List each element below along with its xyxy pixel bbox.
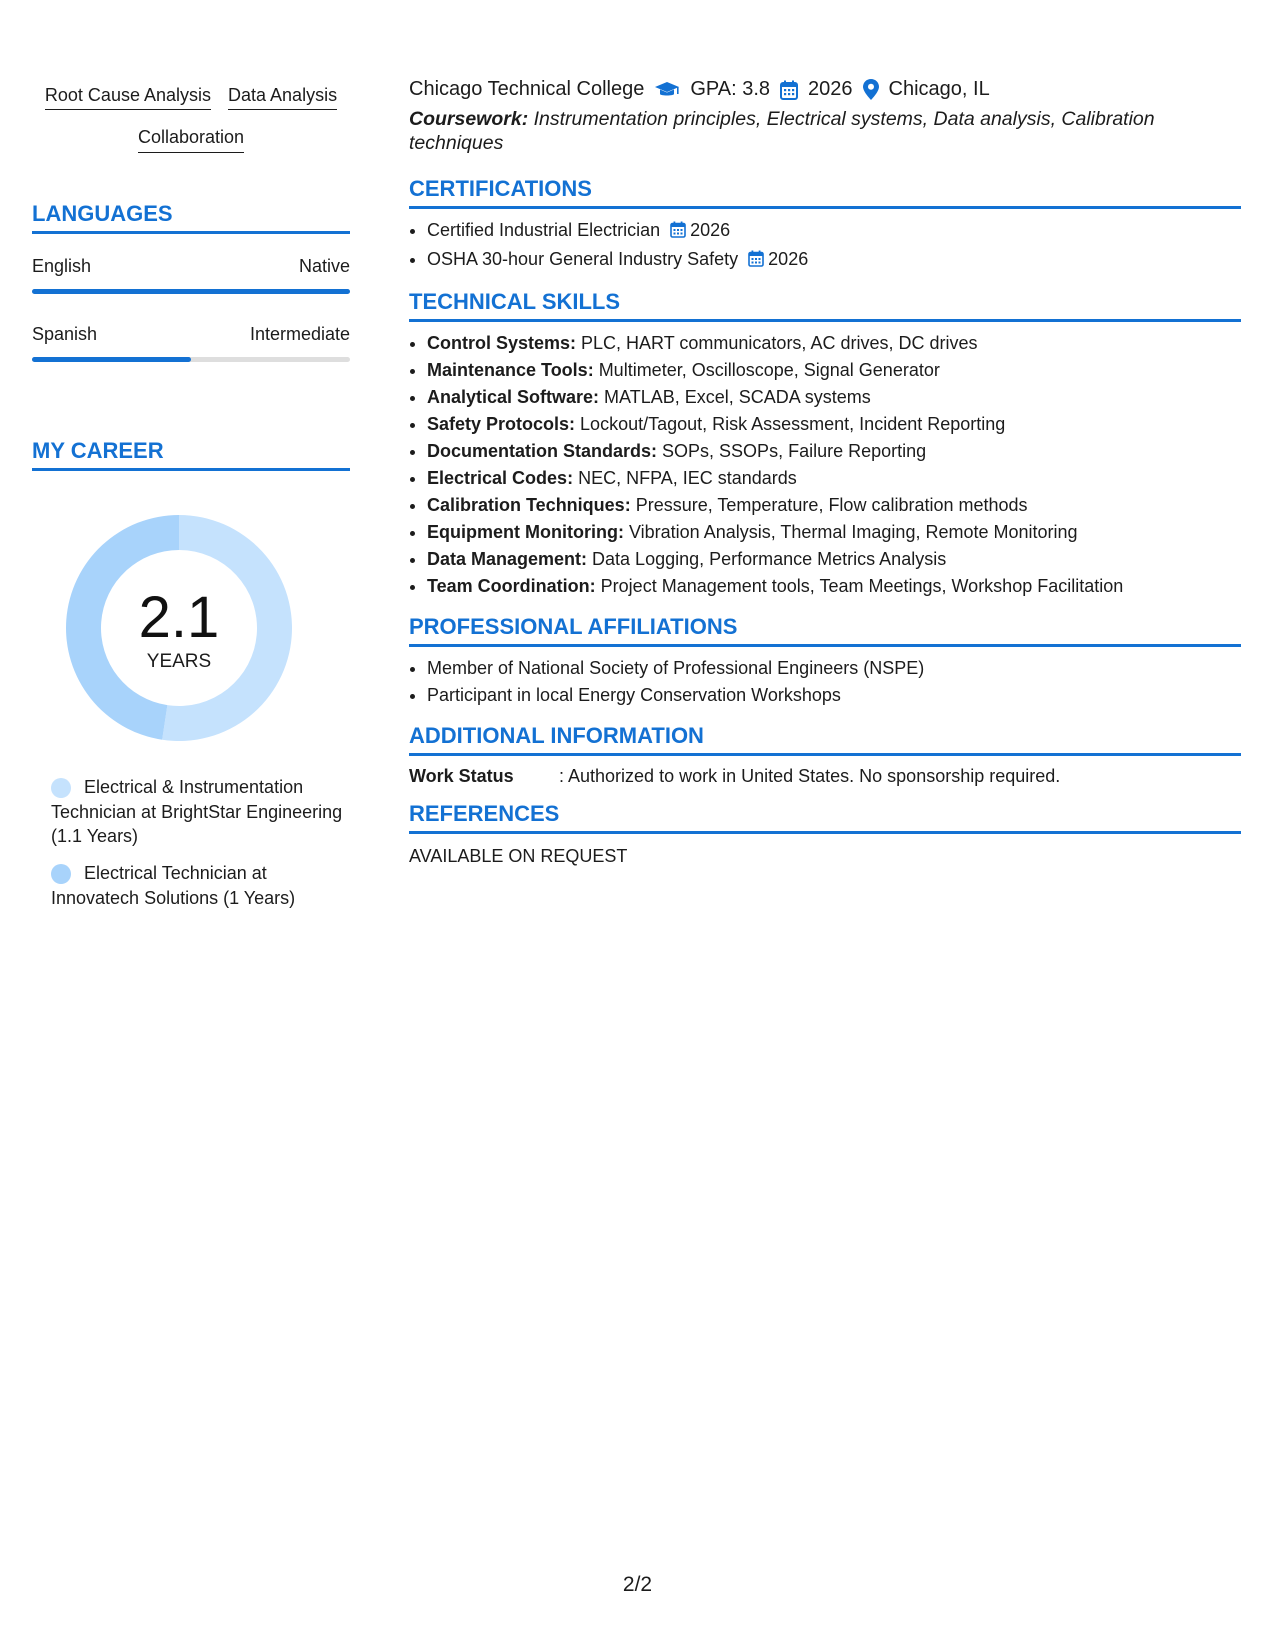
- language-level: Native: [298, 255, 350, 276]
- calendar-icon: [780, 80, 798, 100]
- technical-skill-item: [427, 438, 1241, 465]
- affiliations-heading: PROFESSIONAL AFFILIATIONS: [409, 614, 1241, 647]
- technical-skill-value: MATLAB, Excel, SCADA systems: [599, 386, 871, 407]
- skill-tag: Data Analysis: [228, 84, 337, 110]
- career-item: [51, 861, 350, 911]
- skill-tag: Root Cause Analysis: [45, 84, 211, 110]
- language-name: Spanish: [32, 323, 98, 344]
- technical-skill-label: Team Coordination:: [427, 575, 596, 596]
- career-total: 2.1: [138, 584, 220, 650]
- technical-skill-value: Vibration Analysis, Thermal Imaging, Remote Monitoring: [623, 521, 1078, 542]
- technical-skill-item: [427, 546, 1241, 573]
- language-bar: [32, 357, 350, 362]
- additional-info-section: [409, 723, 1241, 787]
- technical-skills-section: [409, 289, 1241, 600]
- language-name: English: [32, 255, 92, 276]
- certification-name: OSHA 30-hour General Industry Safety: [427, 248, 739, 269]
- references-text: AVAILABLE ON REQUEST: [409, 845, 628, 866]
- technical-skill-label: Calibration Techniques:: [427, 494, 631, 515]
- certification-year: 2026: [690, 219, 731, 240]
- career-item: [51, 775, 350, 849]
- technical-skill-value: Pressure, Temperature, Flow calibration methods: [630, 494, 1028, 515]
- affiliation-item: • Participant in local Energy Conservation Workshops: [427, 682, 1241, 709]
- technical-skill-value: PLC, HART communicators, AC drives, DC drives: [576, 332, 978, 353]
- school-name: Chicago Technical College: [409, 78, 645, 100]
- languages-heading: LANGUAGES: [32, 201, 350, 234]
- technical-skills-heading: TECHNICAL SKILLS: [409, 289, 1241, 322]
- technical-skill-item: [427, 492, 1241, 519]
- language-bar-fill: [32, 289, 350, 294]
- career-heading: MY CAREER: [32, 438, 350, 471]
- career-legend-dot: [51, 778, 71, 798]
- calendar-icon: [748, 248, 764, 275]
- career-donut: [64, 513, 294, 743]
- technical-skill-value: Multimeter, Oscilloscope, Signal Generator: [593, 359, 940, 380]
- skill-tag: Collaboration: [138, 126, 244, 152]
- right-column: [409, 78, 1241, 867]
- technical-skill-item: [427, 357, 1241, 384]
- map-pin-icon: [863, 79, 879, 100]
- language-bar: [32, 289, 350, 294]
- language-level: Intermediate: [249, 323, 350, 344]
- language-bar-fill: [32, 357, 191, 362]
- technical-skill-label: Data Management:: [427, 548, 588, 569]
- technical-skill-item: [427, 465, 1241, 492]
- work-status-value: : Authorized to work in United States. No sponsorship required.: [559, 765, 1061, 786]
- affiliation-item: • Member of National Society of Professional Engineers (NSPE): [427, 655, 1241, 682]
- graduation-cap-icon: [654, 80, 680, 100]
- career-item-label: Electrical & Instrumentation Technician at BrightStar Engineering (1.1 Years): [51, 776, 343, 847]
- work-status: [409, 766, 1241, 787]
- technical-skill-value: SOPs, SSOPs, Failure Reporting: [657, 440, 927, 461]
- technical-skill-item: [427, 330, 1241, 357]
- technical-skill-label: Safety Protocols:: [427, 413, 576, 434]
- technical-skill-value: NEC, NFPA, IEC standards: [573, 467, 797, 488]
- school-location: Chicago, IL: [888, 78, 990, 100]
- certifications-section: [409, 176, 1241, 275]
- gpa: GPA: 3.8: [690, 78, 771, 100]
- languages-section: [32, 201, 350, 362]
- language-item: [32, 256, 350, 294]
- technical-skill-label: Analytical Software:: [427, 386, 600, 407]
- references-heading: REFERENCES: [409, 801, 1241, 834]
- career-section: [32, 438, 350, 911]
- technical-skill-item: [427, 384, 1241, 411]
- certifications-heading: CERTIFICATIONS: [409, 176, 1241, 209]
- technical-skill-label: Control Systems:: [427, 332, 577, 353]
- graduation-year: 2026: [808, 78, 853, 100]
- additional-info-heading: ADDITIONAL INFORMATION: [409, 723, 1241, 756]
- calendar-icon: [670, 219, 686, 246]
- career-unit: YEARS: [146, 650, 212, 672]
- certification-year: 2026: [768, 248, 809, 269]
- technical-skill-item: [427, 573, 1241, 600]
- technical-skill-value: Project Management tools, Team Meetings, Workshop Facilitation: [595, 575, 1124, 596]
- career-item-label: Electrical Technician at Innovatech Solutions (1 Years): [51, 863, 296, 909]
- technical-skill-item: [427, 519, 1241, 546]
- technical-skill-label: Maintenance Tools:: [427, 359, 594, 380]
- coursework-text: Instrumentation principles, Electrical systems, Data analysis, Calibration techniques: [409, 108, 1155, 155]
- technical-skills-list: [409, 330, 1241, 600]
- skills-tags: [32, 80, 350, 165]
- page-number: 2/2: [622, 1573, 653, 1596]
- coursework: [409, 107, 1241, 156]
- left-column: [32, 80, 350, 911]
- affiliations-section: [409, 614, 1241, 709]
- technical-skill-value: Lockout/Tagout, Risk Assessment, Incident Reporting: [575, 413, 1006, 434]
- education-section: [409, 78, 1241, 156]
- technical-skill-label: Electrical Codes:: [427, 467, 574, 488]
- technical-skill-value: Data Logging, Performance Metrics Analysis: [587, 548, 947, 569]
- technical-skill-item: [427, 411, 1241, 438]
- certification-name: Certified Industrial Electrician: [427, 219, 661, 240]
- language-item: [32, 324, 350, 362]
- work-status-label: Work Status: [409, 765, 514, 786]
- references-section: [409, 801, 1241, 867]
- technical-skill-label: Documentation Standards:: [427, 440, 658, 461]
- certification-item: [427, 217, 1241, 246]
- coursework-label: Coursework:: [409, 108, 529, 130]
- certification-item: [427, 246, 1241, 275]
- career-legend-dot: [51, 864, 71, 884]
- technical-skill-label: Equipment Monitoring:: [427, 521, 624, 542]
